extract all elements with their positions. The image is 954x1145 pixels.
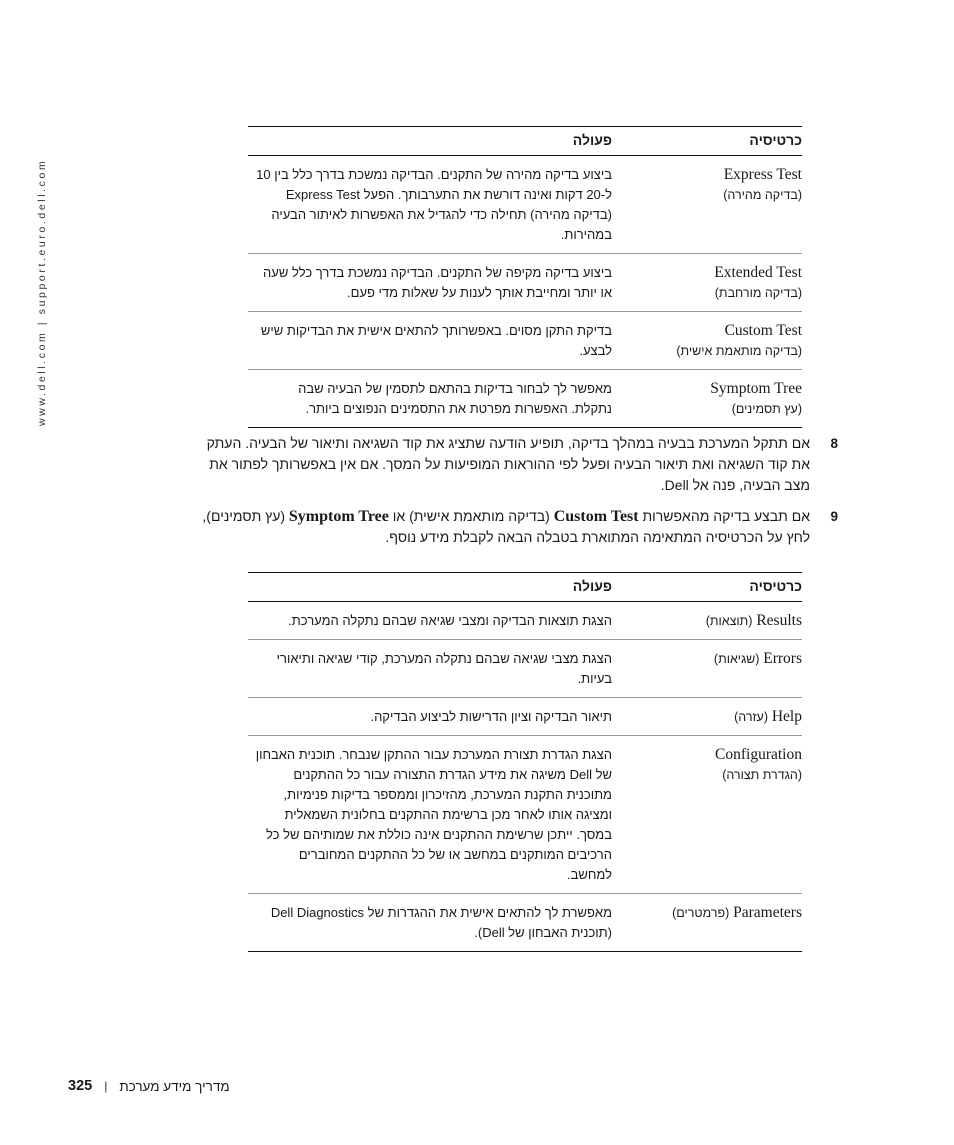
- tab-subtitle: (בדיקה מותאמת אישית): [676, 344, 802, 358]
- side-url: www.dell.com | support.euro.dell.com: [36, 158, 48, 426]
- action-description: תיאור הבדיקה וציון הדרישות לביצוע הבדיקה.: [370, 709, 612, 724]
- table-row: [248, 156, 802, 254]
- table-row: [248, 698, 802, 736]
- table-row: [248, 894, 802, 952]
- action-cell: [248, 640, 612, 698]
- tab-cell: [612, 312, 802, 370]
- action-description: ביצוע בדיקה מהירה של התקנים. הבדיקה נמשכת בדרך כלל בין 10 ל-20 דקות ואינה דורשת את התערבותך. הפעל Express Test (בדיקה מהירה) תחילה כדי להגדיל את האפשרות לאיתור הבעיה במהירות.: [256, 167, 612, 242]
- tab-name: Custom Test: [724, 322, 802, 339]
- table-row: [248, 254, 802, 312]
- tab-cell: [612, 698, 802, 736]
- tab-subtitle: (בדיקה מהירה): [723, 188, 802, 202]
- tab-subtitle: (תוצאות): [705, 614, 753, 628]
- table-row: [248, 640, 802, 698]
- action-cell: [248, 698, 612, 736]
- step-text-part: (בדיקה מותאמת אישית) או: [388, 508, 554, 524]
- tab-name-line: [612, 649, 802, 669]
- tab-name: Extended Test: [714, 264, 802, 281]
- page-footer: [68, 1076, 230, 1096]
- action-cell: [248, 156, 612, 254]
- step-8: [190, 433, 838, 496]
- tab-cell: [612, 254, 802, 312]
- tab-name-line: [612, 611, 802, 631]
- footer-separator: |: [104, 1079, 108, 1093]
- tab-cell: [612, 370, 802, 428]
- action-description: מאפשרת לך להתאים אישית את ההגדרות של Dell Diagnostics (תוכנית האבחון של Dell).: [270, 905, 612, 940]
- table-header-row: [248, 127, 802, 156]
- guide-title: מדריך מידע מערכת: [119, 1078, 230, 1094]
- step-text: [190, 506, 810, 548]
- table-header-row: [248, 573, 802, 602]
- tab-subtitle: (הגדרת תצורה): [722, 768, 802, 782]
- action-description: הצגת תוצאות הבדיקה ומצבי שגיאה שבהם נתקלה המערכת.: [288, 613, 612, 628]
- step-number: 8: [830, 436, 838, 451]
- header-action: פעולה: [248, 573, 612, 602]
- tab-subtitle: (עזרה): [734, 710, 768, 724]
- action-cell: [248, 894, 612, 952]
- tab-name: Configuration: [715, 746, 802, 763]
- tab-name-line: [612, 903, 802, 923]
- page-number: 325: [68, 1078, 93, 1094]
- action-cell: [248, 254, 612, 312]
- step-text-part: (עץ תסמינים), לחץ על הכרטיסיה המתאימה המתוארת בטבלה הבאה לקבלת מידע נוסף.: [202, 508, 810, 545]
- step-9: [190, 506, 838, 548]
- step-text-part: אם תבצע בדיקה מהאפשרות: [638, 508, 810, 524]
- tab-name: Express Test: [723, 166, 802, 183]
- tab-subtitle: (שגיאות): [713, 652, 760, 666]
- action-description: מאפשר לך לבחור בדיקות בהתאם לתסמין של הבעיה שבה נתקלת. האפשרות מפרטת את התסמינים הנפוצים ביותר.: [298, 381, 612, 416]
- header-action: פעולה: [248, 127, 612, 156]
- header-tab: כרטיסיה: [612, 573, 802, 602]
- header-tab: כרטיסיה: [612, 127, 802, 156]
- step-number: 9: [830, 509, 838, 524]
- tab-name: Errors: [763, 650, 802, 667]
- step-text: אם תתקל המערכת בבעיה במהלך בדיקה, תופיע הודעה שתציג את קוד השגיאה ותיאור של הבעיה. העתק את קוד השגיאה ואת תיאור הבעיה ופעל לפי ההוראות המופיעות על המסך. אם אין באפשרותך לפתור את מצב הבעיה, פנה אל Dell.: [206, 435, 810, 493]
- tab-cell: [612, 736, 802, 894]
- tab-name: Results: [756, 612, 802, 629]
- table-row: [248, 602, 802, 640]
- action-cell: [248, 602, 612, 640]
- tab-cell: [612, 640, 802, 698]
- tab-cell: [612, 156, 802, 254]
- action-description: הצגת מצבי שגיאה שבהם נתקלה המערכת, קודי שגיאה ותיאורי בעיות.: [276, 651, 612, 686]
- table-row: [248, 370, 802, 428]
- tab-name: Symptom Tree: [710, 380, 802, 397]
- tab-subtitle: (בדיקה מורחבת): [714, 286, 802, 300]
- tab-subtitle: (פרמטרים): [672, 906, 730, 920]
- action-description: הצגת הגדרת תצורת המערכת עבור ההתקן שנבחר. תוכנית האבחון של Dell משיגה את מידע הגדרת התצורה עבור כל ההתקנים מתוכנית התקנת המערכת, מהזיכרון וממספר בדיקות פנימיות, ומציגה אותו לאחר מכן ברשימת ההתקנים בחלונית השמאלית במסך. ייתכן שרשימת ההתקנים אינה כוללת את שמותיהם של כל הרכיבים המותקנים במחשב או של כל ההתקנים המחוברים למחשב.: [255, 747, 612, 882]
- tab-cell: [612, 602, 802, 640]
- tab-name-line: [612, 707, 802, 727]
- custom-test-term: Custom Test: [553, 508, 639, 525]
- action-cell: [248, 736, 612, 894]
- tabs-table: [248, 572, 802, 952]
- action-description: ביצוע בדיקה מקיפה של התקנים. הבדיקה נמשכת בדרך כלל שעה או יותר ומחייבת אותך לענות על שאלות מדי פעם.: [263, 265, 612, 300]
- tab-subtitle: (עץ תסמינים): [731, 402, 802, 416]
- tests-table: [248, 126, 802, 428]
- tab-name: Help: [771, 708, 802, 725]
- tab-cell: [612, 894, 802, 952]
- table-row: [248, 312, 802, 370]
- tab-name: Parameters: [733, 904, 802, 921]
- action-cell: [248, 312, 612, 370]
- table-row: [248, 736, 802, 894]
- action-description: בדיקת התקן מסוים. באפשרותך להתאים אישית את הבדיקות שיש לבצע.: [260, 323, 612, 358]
- symptom-tree-term: Symptom Tree: [288, 508, 389, 525]
- action-cell: [248, 370, 612, 428]
